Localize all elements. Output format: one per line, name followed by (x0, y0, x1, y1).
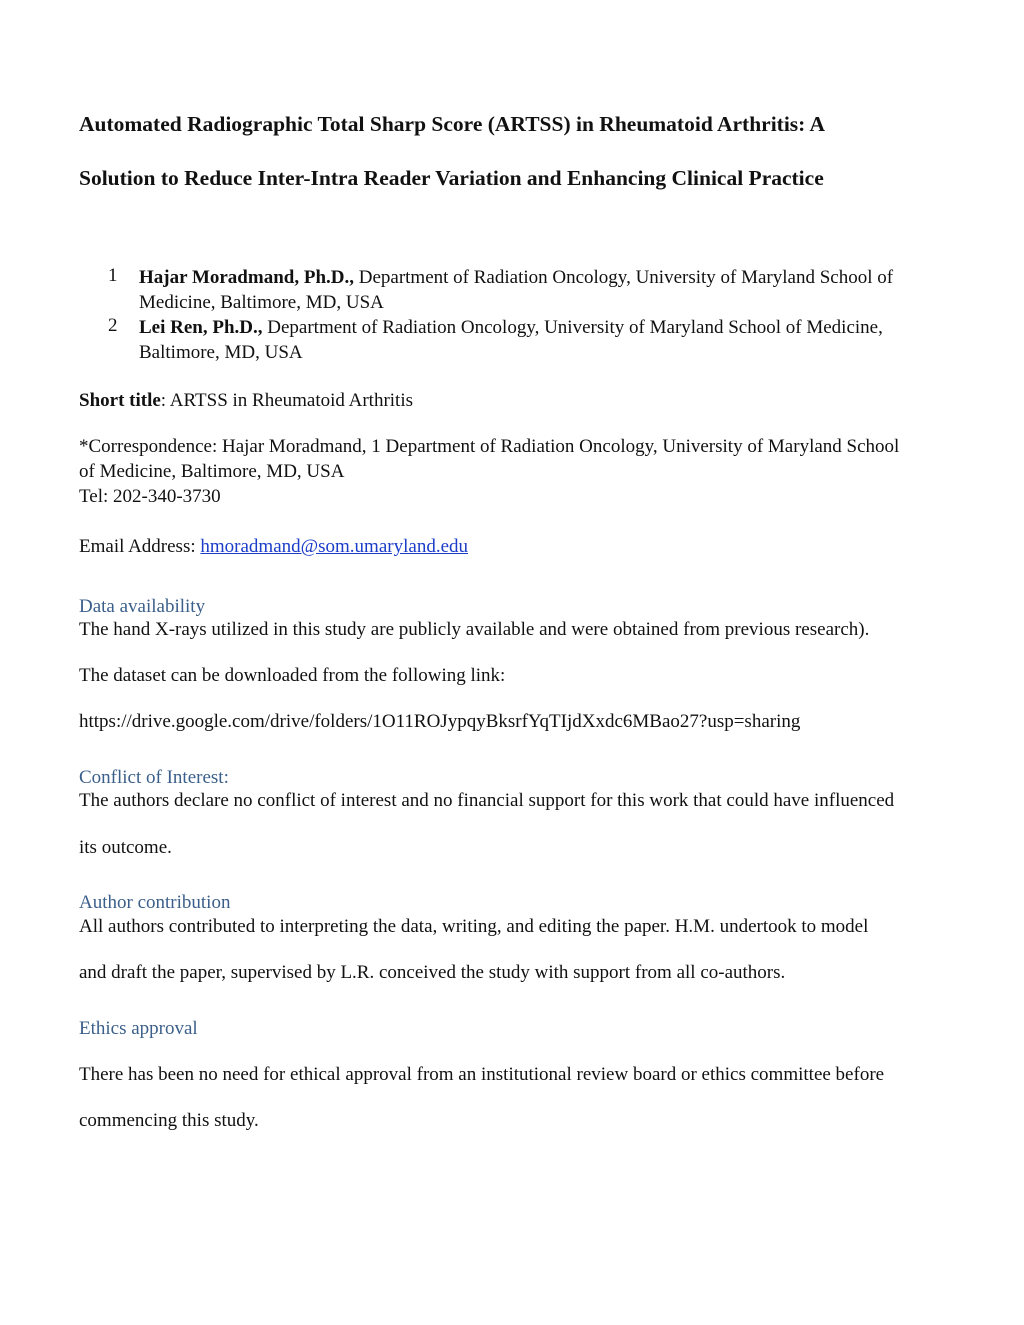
author-1-entry (139, 265, 959, 315)
contribution-line-2: and draft the paper, supervised by L.R. conceived the study with support from all co-authors. (79, 962, 786, 983)
author-1-number: 1 (108, 265, 118, 286)
ethics-line-2: commencing this study. (79, 1110, 259, 1131)
ethics-heading: Ethics approval (79, 1018, 198, 1039)
email-label: Email Address: (79, 536, 201, 557)
correspondence-tel: Tel: 202-340-3730 (79, 486, 221, 507)
data-availability-heading: Data availability (79, 596, 206, 617)
author-1-affiliation-line-1: Department of Radiation Oncology, University of Maryland School of (353, 267, 894, 288)
conflict-heading: Conflict of Interest: (79, 767, 229, 788)
correspondence-line-2: of Medicine, Baltimore, MD, USA (79, 461, 345, 482)
short-title-label: Short title (79, 390, 161, 411)
short-title (79, 390, 413, 412)
conflict-line-1: The authors declare no conflict of interest and no financial support for this work that could have influenced (79, 790, 895, 811)
author-2-affiliation-line-2: Baltimore, MD, USA (139, 342, 303, 363)
dataset-url: https://drive.google.com/drive/folders/1O11ROJypqyBksrfYqTIjdXxdc6MBao27?usp=sharing (79, 711, 801, 732)
paper-title-line-1: Automated Radiographic Total Sharp Score (ARTSS) in Rheumatoid Arthritis: A (79, 112, 826, 136)
author-2-name: Lei Ren, Ph.D., (139, 317, 263, 338)
email-line (79, 536, 468, 558)
contribution-line-1: All authors contributed to interpreting the data, writing, and editing the paper. H.M. undertook to model (79, 916, 869, 937)
author-2-affiliation-line-1: Department of Radiation Oncology, University of Maryland School of Medicine, (262, 317, 883, 338)
author-2-number: 2 (108, 315, 118, 336)
conflict-line-2: its outcome. (79, 837, 172, 858)
short-title-value: : ARTSS in Rheumatoid Arthritis (160, 390, 414, 411)
author-1-affiliation-line-2: Medicine, Baltimore, MD, USA (139, 292, 384, 313)
contribution-heading: Author contribution (79, 892, 231, 913)
author-2-entry (139, 315, 959, 365)
data-availability-line-2: The dataset can be downloaded from the following link: (79, 665, 506, 686)
author-1-name: Hajar Moradmand, Ph.D., (139, 267, 354, 288)
ethics-line-1: There has been no need for ethical approval from an institutional review board or ethics committee before (79, 1064, 885, 1085)
email-link[interactable]: hmoradmand@som.umaryland.edu (200, 536, 468, 557)
data-availability-line-1: The hand X-rays utilized in this study are publicly available and were obtained from previous research). (79, 619, 870, 640)
paper-title-line-2: Solution to Reduce Inter-Intra Reader Variation and Enhancing Clinical Practice (79, 166, 824, 190)
correspondence-line-1: *Correspondence: Hajar Moradmand, 1 Department of Radiation Oncology, University of Maryland School (79, 436, 900, 457)
